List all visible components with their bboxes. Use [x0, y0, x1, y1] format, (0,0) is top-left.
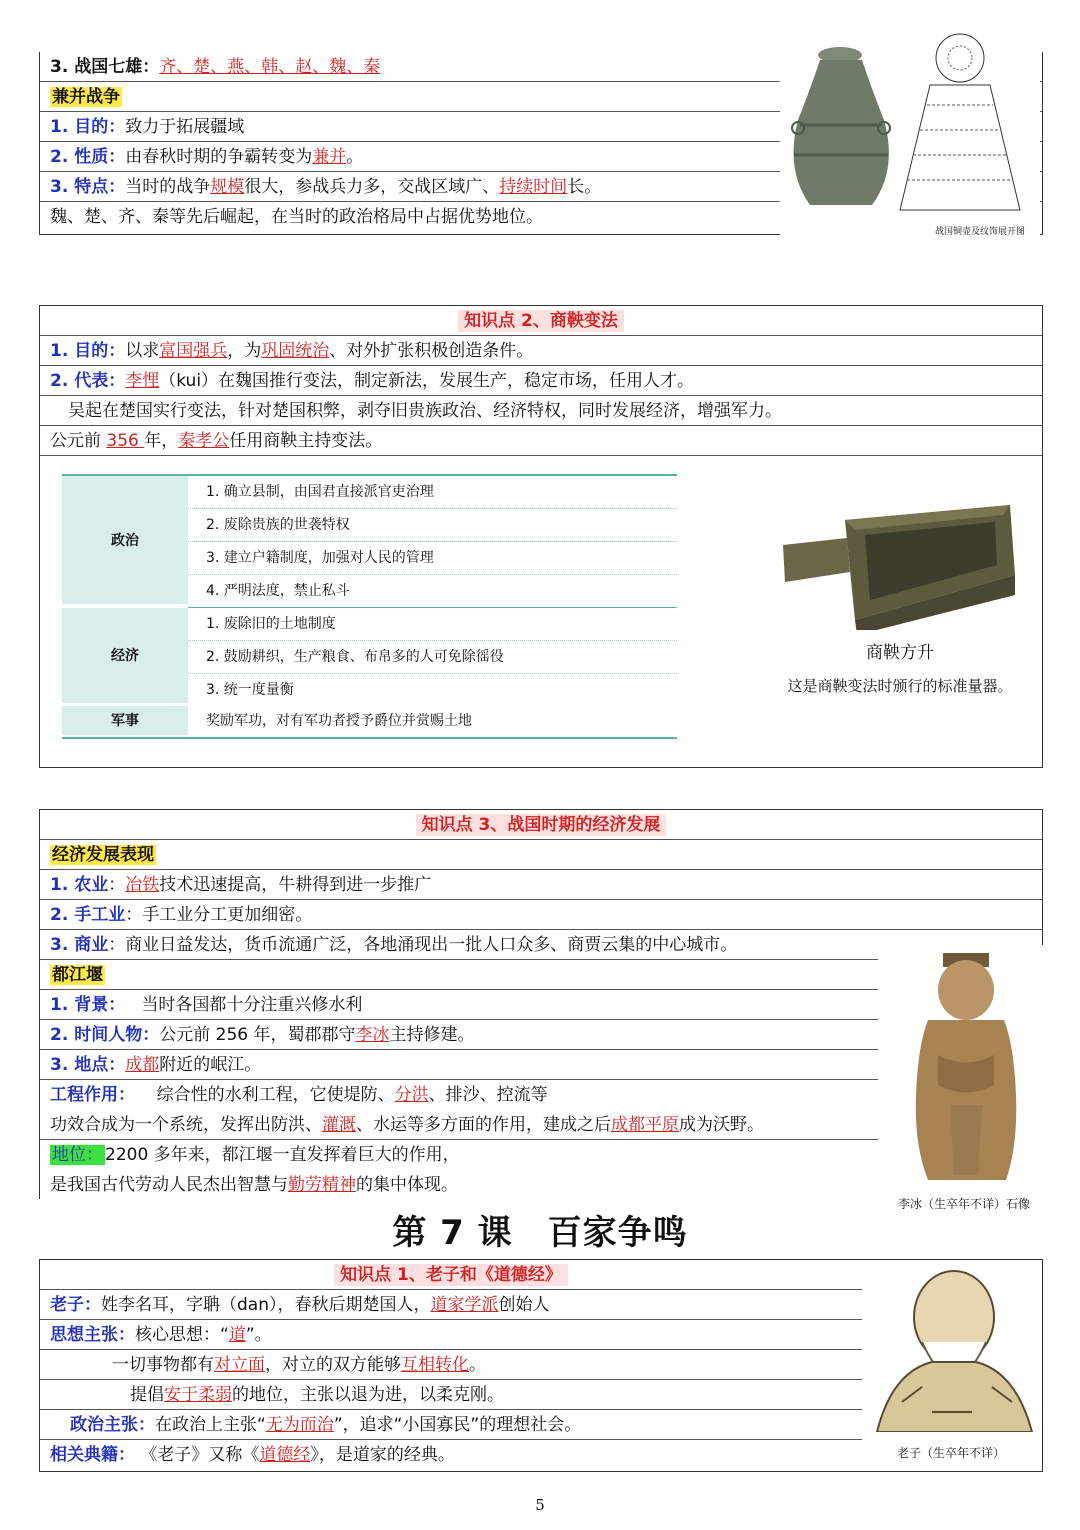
transform-keyword: 互相转化	[401, 1355, 469, 1375]
lesson-title: 第 7 课 百家争鸣	[392, 1213, 688, 1253]
function2-a: 功效合成为一个系统，发挥出防洪、	[50, 1115, 322, 1135]
li-kui-name: 李悝	[125, 371, 160, 391]
reform-purpose-label: 1. 目的：	[50, 341, 126, 361]
nature-keyword: 兼并	[312, 147, 347, 167]
status2-b: 的集中体现。	[356, 1175, 458, 1195]
laozi-portrait-illustration	[862, 1262, 1040, 1432]
li-bing-name: 李冰	[355, 1025, 390, 1045]
laozi-caption: 老子（生卒年不详）	[896, 1446, 1005, 1460]
iron-smelting-keyword: 冶铁	[125, 875, 160, 895]
thought-b: ”。	[245, 1325, 272, 1345]
function-row-2	[40, 1110, 882, 1140]
lesson-kp1-title: 知识点 1、老子和《道德经》	[334, 1264, 568, 1286]
politics-label: 政治主张：	[70, 1415, 155, 1435]
military-item: 奖励军功，对有军功者授予爵位并赏赐土地	[188, 706, 677, 737]
status-label: 地位：	[52, 1145, 103, 1165]
function-label: 工程作用：	[50, 1085, 135, 1105]
feature-text-c: 长。	[567, 177, 602, 197]
agriculture-row	[40, 870, 1042, 900]
chengdu-keyword: 成都	[125, 1055, 160, 1075]
dao-keyword: 道	[228, 1325, 246, 1345]
laozi-b: 创始人	[498, 1295, 550, 1315]
laozi-a: 姓李名耳，字聃（dan），春秋后期楚国人，	[101, 1295, 431, 1315]
chengdu-plain-keyword: 成都平原	[611, 1115, 679, 1135]
daodejing-keyword: 道德经	[259, 1445, 311, 1465]
location-row	[40, 1050, 882, 1080]
softness-b: 的地位，主张以退为进，以柔克刚。	[232, 1385, 504, 1405]
politics-b: ”，追求“小国寡民”的理想社会。	[333, 1415, 582, 1435]
reform-date-c: 任用商鞅主持变法。	[229, 431, 383, 451]
function2-b: 、水运等多方面的作用，建成之后	[356, 1115, 611, 1135]
wu-qi-row	[40, 396, 1042, 426]
feature-label: 3. 特点：	[50, 177, 126, 197]
reform-purpose-keyword-a: 富国强兵	[159, 341, 228, 361]
function-b: 、排沙、控流等	[428, 1085, 548, 1105]
wuwei-keyword: 无为而治	[265, 1415, 334, 1435]
econ-heading-row	[40, 840, 1042, 870]
agriculture-colon: ：	[108, 875, 126, 895]
page-number: 5	[535, 1496, 545, 1514]
seven-states-label: 3. 战国七雄：	[50, 57, 160, 77]
sheng-title: 商鞅方升	[866, 643, 934, 663]
handicraft-text: ：手工业分工更加细密。	[125, 905, 313, 925]
reform-purpose-keyword-b: 巩固统治	[261, 341, 330, 361]
shang-yang-sheng-illustration	[775, 500, 1025, 630]
economy-item: 3. 统一度量衡	[188, 674, 677, 707]
politics-a: 在政治上主张“	[155, 1415, 266, 1435]
reform-representative-row	[40, 366, 1042, 396]
books-label: 相关典籍：	[50, 1445, 135, 1465]
reform-year: 356	[106, 431, 145, 451]
feature-keyword-duration: 持续时间	[499, 177, 568, 197]
function-a: 综合性的水利工程，它使堤防、	[156, 1085, 395, 1105]
time-person-label: 2. 时间人物：	[50, 1025, 160, 1045]
table-bottom-rule	[62, 737, 677, 739]
opposites-c: 。	[469, 1355, 486, 1375]
background-label: 1. 背景：	[50, 995, 126, 1015]
politics-item: 3. 建立户籍制度，加强对人民的管理	[188, 542, 677, 575]
politics-item: 1. 确立县制，由国君直接派官吏治理	[188, 476, 677, 509]
feature-text-a: 当时的战争	[125, 177, 211, 197]
reform-date-b: 年，	[144, 431, 179, 451]
laozi-portrait-figure	[862, 1262, 1040, 1467]
reform-purpose-a: 以求	[125, 341, 160, 361]
purpose-label: 1. 目的：	[50, 117, 126, 137]
thought-label: 思想主张：	[50, 1325, 135, 1345]
books-a: 《老子》又称《	[140, 1445, 260, 1465]
economy-item: 1. 废除旧的土地制度	[188, 608, 677, 641]
commerce-text: ：商业日益发达，货币流通广泛，各地涌现出一批人口众多、商贾云集的中心城市。	[108, 935, 738, 955]
rise-text: 魏、楚、齐、秦等先后崛起，在当时的政治格局中占据优势地位。	[50, 207, 543, 227]
li-kui-text: （kui）在魏国推行变法，制定新法，发展生产，稳定市场，任用人才。	[159, 371, 695, 391]
purpose-text: 致力于拓展疆域	[125, 117, 245, 137]
seven-states-value: 齐、楚、燕、韩、赵、魏、秦	[159, 57, 381, 77]
feature-text-b: 很大，参战兵力多，交战区域广、	[244, 177, 500, 197]
reform-purpose-row	[40, 336, 1042, 366]
feature-keyword-scale: 规模	[210, 177, 245, 197]
economy-item: 2. 鼓励耕织，生产粮食、布帛多的人可免除徭役	[188, 641, 677, 674]
nature-label: 2. 性质：	[50, 147, 126, 167]
reform-content-table	[62, 474, 677, 739]
bronze-pot-figure	[780, 30, 1040, 240]
function-row	[40, 1080, 882, 1110]
wu-qi-text: 吴起在楚国实行变法，针对楚国积弊，剥夺旧贵族政治、经济特权，同时发展经济，增强军力。	[68, 401, 782, 421]
laozi-row	[40, 1290, 862, 1320]
reform-purpose-c: 、对外扩张积极创造条件。	[329, 341, 534, 361]
duke-xiao-name: 秦孝公	[178, 431, 230, 451]
opposites-a: 一切事物都有	[112, 1355, 214, 1375]
lesson-kp1-title-row	[40, 1260, 862, 1290]
kp3-title-row	[40, 810, 1042, 840]
kp3-title: 知识点 3、战国时期的经济发展	[416, 814, 667, 836]
softness-a: 提倡	[130, 1385, 164, 1405]
li-bing-caption: 李冰（生卒年不详）石像	[897, 1197, 1030, 1211]
time-person-b: 主持修建。	[389, 1025, 475, 1045]
location-text: 附近的岷江。	[159, 1055, 262, 1075]
agriculture-label: 1. 农业	[50, 875, 109, 895]
books-b: 》，是道家的经典。	[310, 1445, 455, 1465]
dujiangyan-heading-row	[40, 960, 882, 990]
commerce-label: 3. 商业	[50, 935, 109, 955]
annexation-heading: 兼并战争	[52, 87, 120, 107]
reform-date-row	[40, 426, 1042, 456]
location-label: 3. 地点：	[50, 1055, 126, 1075]
background-row	[40, 990, 882, 1020]
diligence-keyword: 勤劳精神	[288, 1175, 356, 1195]
handicraft-label: 2. 手工业	[50, 905, 126, 925]
nature-text: 由春秋时期的争霸转变为	[125, 147, 313, 167]
softness-keyword: 安于柔弱	[164, 1385, 232, 1405]
flood-diversion-keyword: 分洪	[394, 1085, 429, 1105]
table-category-military: 军事	[62, 706, 188, 737]
reform-date-a: 公元前	[50, 431, 107, 451]
books-row	[40, 1440, 862, 1470]
commerce-row	[40, 930, 882, 960]
shang-yang-sheng-figure	[775, 500, 1025, 710]
thought-a: 核心思想：“	[135, 1325, 229, 1345]
time-person-row	[40, 1020, 882, 1050]
laozi-label: 老子：	[50, 1295, 101, 1315]
nature-end: 。	[346, 147, 364, 167]
kp2-title: 知识点 2、商鞅变法	[458, 310, 624, 332]
time-person-a: 公元前 256 年，蜀郡郡守	[159, 1025, 356, 1045]
background-text: 当时各国都十分注重兴修水利	[141, 995, 363, 1015]
softness-row	[40, 1380, 862, 1410]
function2-c: 成为沃野。	[679, 1115, 764, 1135]
politics-item: 2. 废除贵族的世袭特权	[188, 509, 677, 542]
bronze-pot-caption: 战国铜壶及纹饰展开图	[934, 227, 1025, 237]
opposites-b: ，对立的双方能够	[265, 1355, 401, 1375]
status-row	[40, 1140, 882, 1170]
li-bing-statue-figure	[878, 945, 1050, 1215]
thought-row	[40, 1320, 862, 1350]
dujiangyan-heading: 都江堰	[52, 965, 103, 985]
kp2-title-row	[40, 306, 1042, 336]
opposites-row	[40, 1350, 862, 1380]
table-category-politics: 政治	[62, 476, 188, 606]
status-text: 2200 多年来，都江堰一直发挥着巨大的作用，	[105, 1145, 460, 1165]
table-category-economy: 经济	[62, 608, 188, 705]
econ-heading: 经济发展表现	[52, 845, 154, 865]
politics-item: 4. 严明法度，禁止私斗	[188, 575, 677, 608]
status-row-2	[40, 1170, 882, 1200]
opposites-keyword: 对立面	[214, 1355, 265, 1375]
politics-row	[40, 1410, 862, 1440]
agriculture-text: 技术迅速提高，牛耕得到进一步推广	[159, 875, 432, 895]
reform-purpose-b: ，为	[227, 341, 262, 361]
bronze-pot-illustration	[780, 30, 1040, 220]
taoism-keyword: 道家学派	[430, 1295, 499, 1315]
irrigation-keyword: 灌溉	[322, 1115, 356, 1135]
li-bing-statue-illustration	[878, 945, 1050, 1190]
sheng-caption: 这是商鞅变法时颁行的标准量器。	[787, 677, 1013, 695]
handicraft-row	[40, 900, 1042, 930]
status2-a: 是我国古代劳动人民杰出智慧与	[50, 1175, 288, 1195]
reform-representative-label: 2. 代表：	[50, 371, 126, 391]
